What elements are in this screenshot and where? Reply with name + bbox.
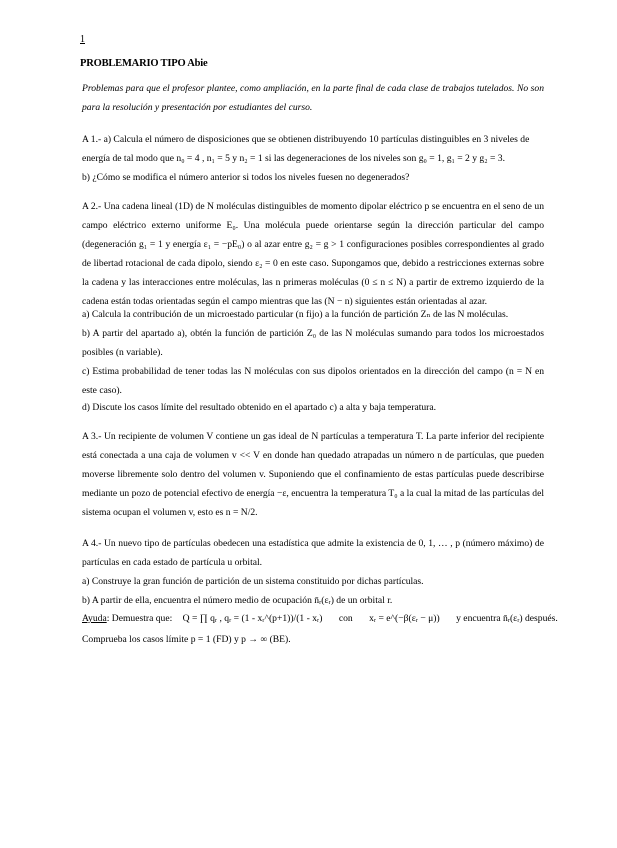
hint-formula-x: xᵣ = e^(−β(εᵣ − μ)) (369, 613, 440, 624)
problem-a2-part-d: d) Discute los casos límite del resultado obtenido en el apartado c) a alta y baja temperatura. (82, 402, 437, 413)
problem-a3-statement: A 3.- Un recipiente de volumen V contiene un gas ideal de N partículas a temperatura T. La parte inferior del recipiente está conectada a una caja de volumen v << V en donde han quedado atrapadas un número n de partículas, que pueden moverse libremente solo dentro del volumen v. Suponiendo que el confinamiento de estas partículas puede describirse mediante un pozo de potencial efectivo de energía −ε, encuentra la temperatura T₀ a la cual la mitad de las partículas del sistema ocupan el volumen v, esto es n = N/2. (82, 431, 544, 518)
problem-a1-line1: A 1.- a) Calcula el número de disposiciones que se obtienen distribuyendo 10 partículas distinguibles en 3 niveles de (82, 134, 530, 145)
problem-a4-limits: Comprueba los casos límite p = 1 (FD) y p → ∞ (BE). (82, 634, 291, 645)
problem-a4-part-a: a) Construye la gran función de partición de un sistema constituido por dichas partículas. (82, 576, 424, 587)
problem-a4-statement: A 4.- Un nuevo tipo de partículas obedecen una estadística que admite la existencia de 0, 1, … , p (número máximo) de partículas en cada estado de partícula u orbital. (82, 538, 544, 568)
problem-a1-line3: b) ¿Cómo se modifica el número anterior si todos los niveles fuesen no degenerados? (82, 172, 410, 183)
problem-a2-part-b: b) A partir del apartado a), obtén la función de partición Z₀ de las N moléculas sumando para todos los microestados posibles (n variable). (82, 328, 544, 358)
intro-paragraph: Problemas para que el profesor plantee, como ampliación, en la parte final de cada clase de trabajos tutelados. No son para la resolución y presentación por estudiantes del curso. (82, 83, 544, 113)
page-title: PROBLEMARIO TIPO Abie (80, 58, 208, 69)
problem-a4-hint (82, 609, 558, 628)
hint-text: : Demuestra que: (106, 613, 173, 624)
problem-a1-line2: energía de tal modo que n₀ = 4 , n₁ = 5 y n₂ = 1 si las degeneraciones de los niveles son g₀ = 1, g₁ = 2 y g₂ = 3. (82, 153, 505, 164)
hint-label: Ayuda (82, 613, 107, 624)
hint-end: y encuentra n̄ᵣ(εᵣ) después. (456, 613, 558, 624)
hint-formula-partition: Q = ∏ qᵣ , qᵣ = (1 - xᵣ^(p+1))/(1 - xᵣ) (182, 613, 323, 624)
page-number: 1 (80, 34, 85, 45)
problem-a2-part-c: c) Estima probabilidad de tener todas las N moléculas con sus dipolos orientados en la dirección del campo (n = N en este caso). (82, 366, 544, 396)
hint-con: con (338, 613, 353, 624)
problem-a4-part-b: b) A partir de ella, encuentra el número medio de ocupación n̄ᵣ(εᵣ) de un orbital r. (82, 595, 393, 606)
problem-a2-statement: A 2.- Una cadena lineal (1D) de N moléculas distinguibles de momento dipolar eléctrico p se encuentra en el seno de un campo eléctrico externo uniforme E₀. Una molécula puede orientarse según la dirección particular del campo (degeneración g₁ = 1 y energía ε₁ = −pE₀) o al azar entre g₂ = g > 1 configuraciones posibles correspondientes al grado de libertad rotacional de cada dipolo, siendo ε₂ = 0 en este caso. Supongamos que, debido a restricciones externas sobre la cadena y las interacciones entre moléculas, las n primeras moléculas (0 ≤ n ≤ N) a partir de extremo izquierdo de la cadena están todas orientadas según el campo mientras que las (N − n) siguientes están orientadas al azar. (82, 201, 544, 307)
problem-a2-part-a: a) Calcula la contribución de un microestado particular (n fijo) a la función de partición Zₙ de las N moléculas. (82, 309, 509, 320)
